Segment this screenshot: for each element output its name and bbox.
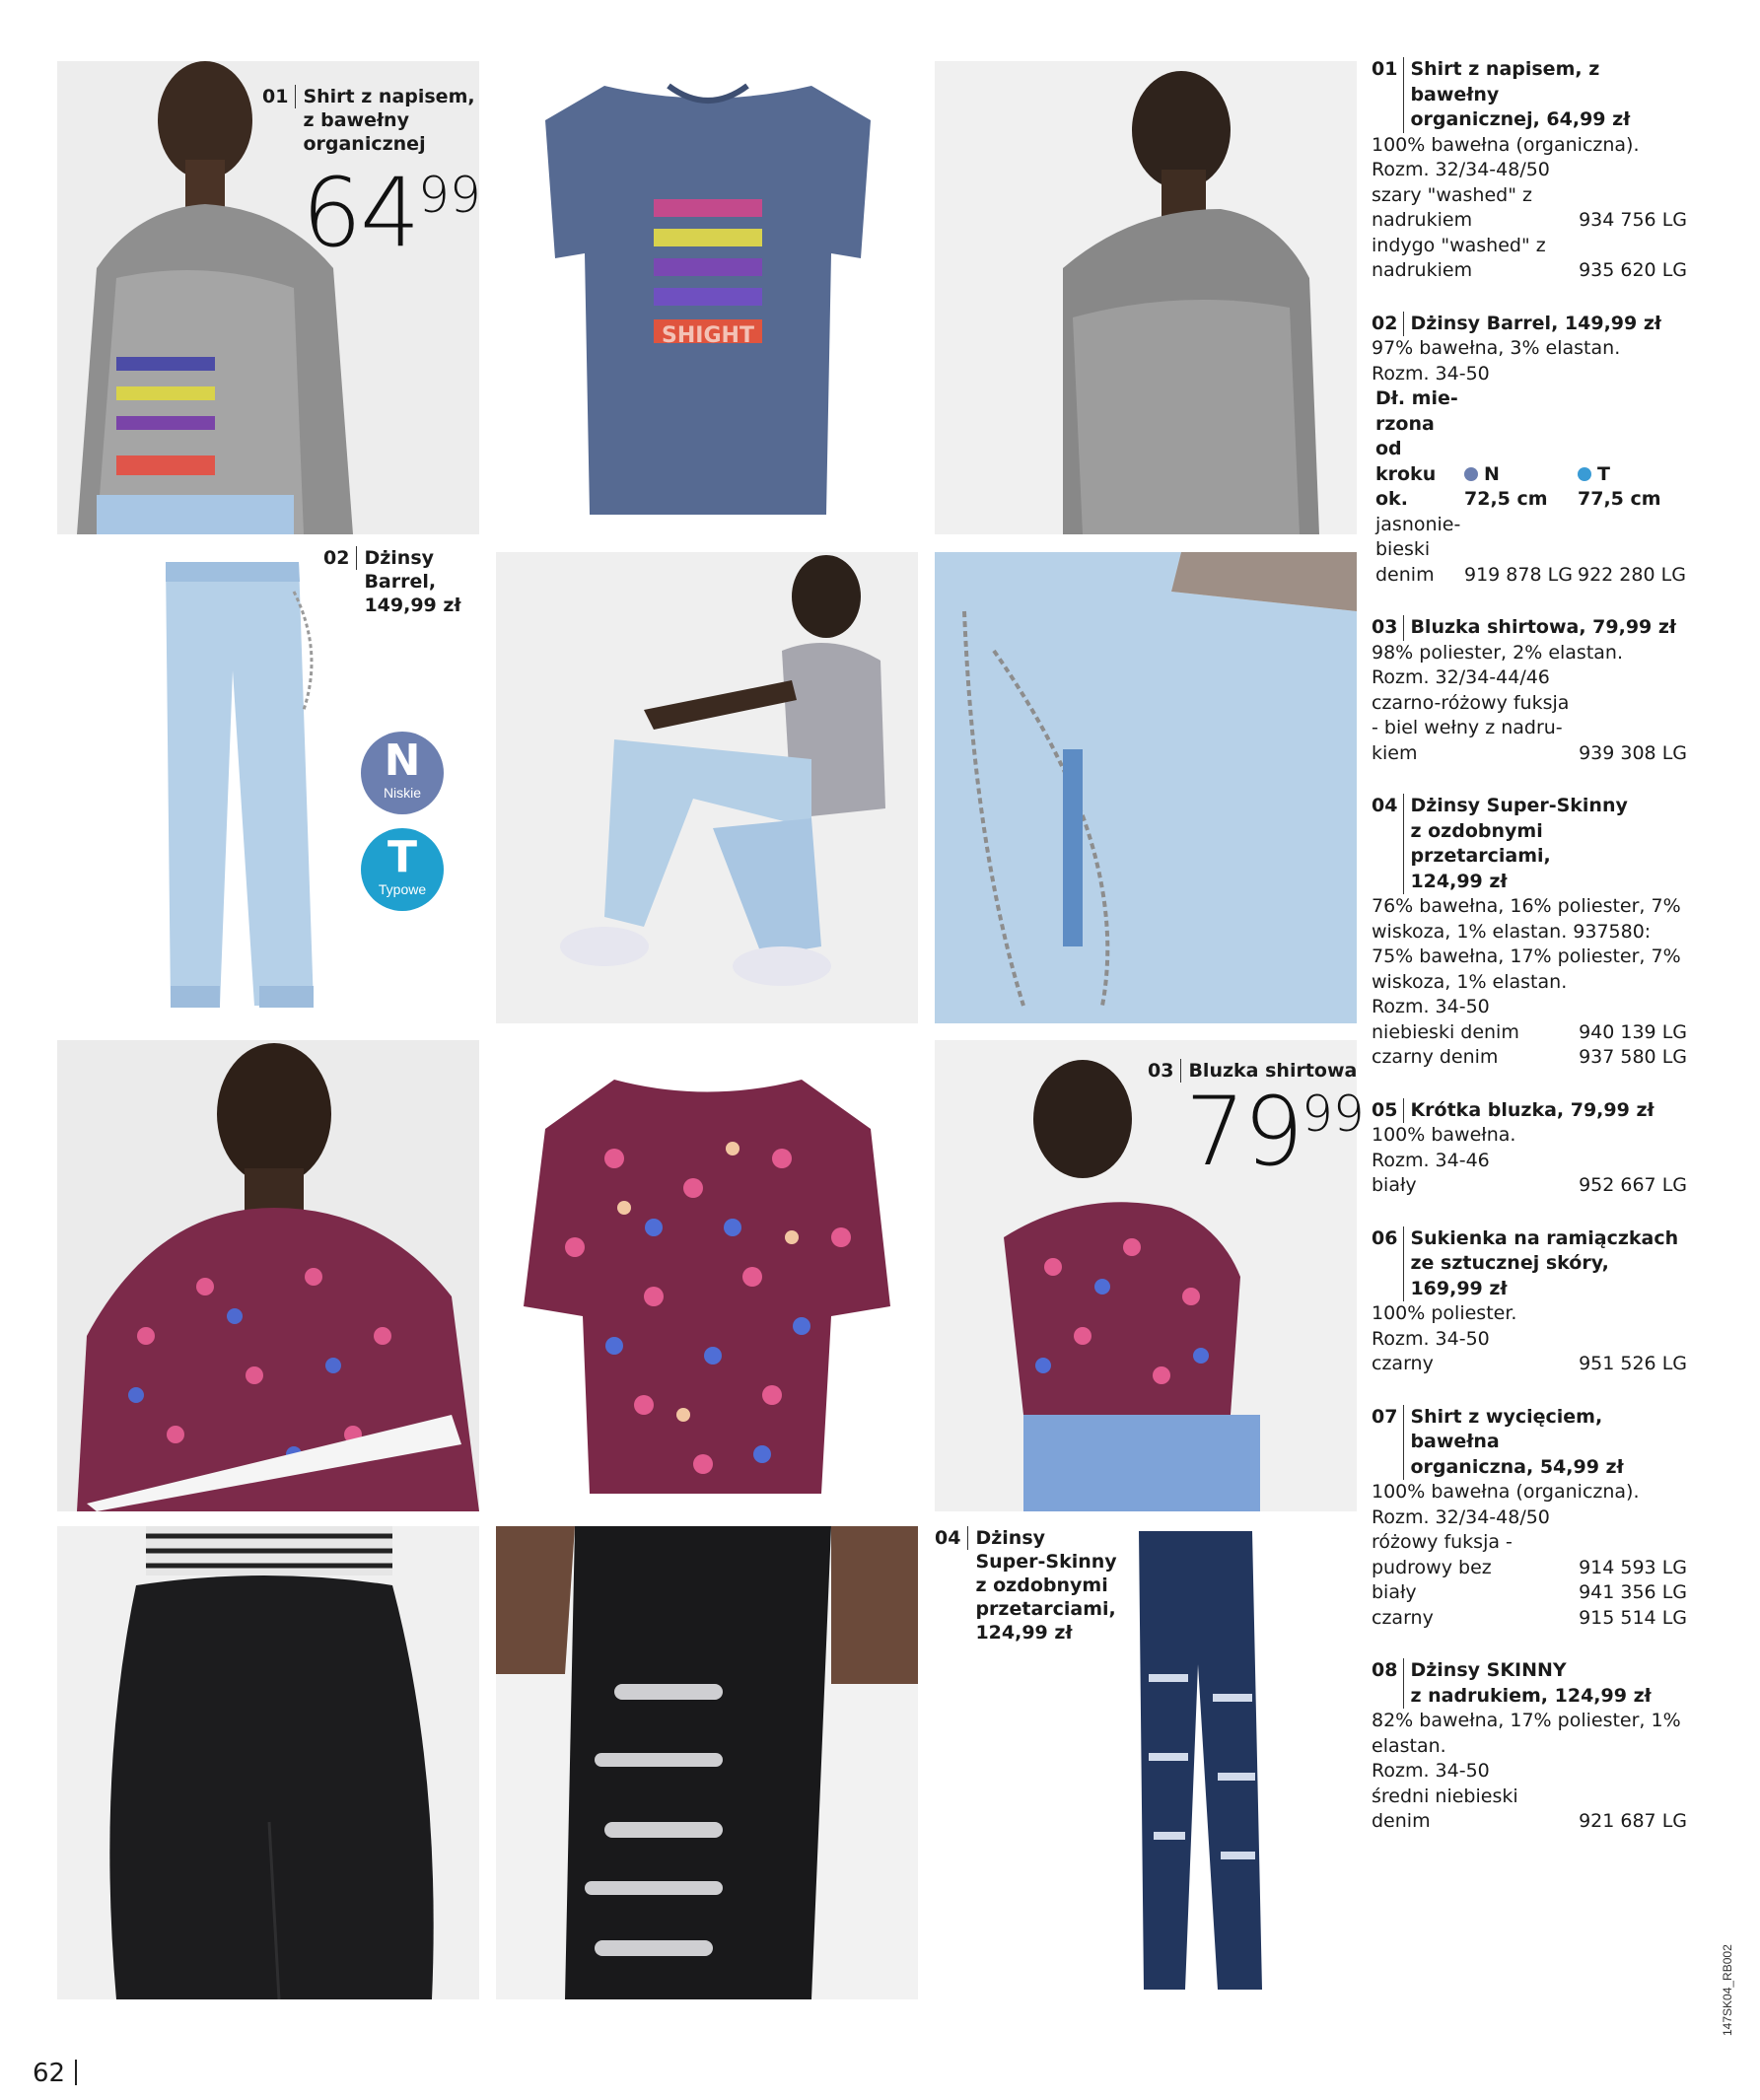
- inseam-color: jasnonie- bieski denim: [1375, 513, 1461, 586]
- variant-color: indygo "washed" z nadrukiem: [1372, 234, 1546, 281]
- variant-color: biały: [1372, 1174, 1417, 1196]
- label-04: [935, 1526, 1117, 1645]
- item-01-title: Shirt z napisem, z bawełny organicznej, 64,99 zł: [1410, 58, 1631, 130]
- item-07-material: 100% bawełna (organiczna).: [1372, 1481, 1640, 1503]
- inseam-n-label: N: [1484, 462, 1500, 485]
- item-02-number: 02: [1372, 312, 1404, 337]
- variant-color: czarno-różowy fuksja - biel wełny z nadru- kiem: [1372, 691, 1570, 764]
- photo-ripped-jeans-detail: [496, 1526, 918, 1999]
- product-descriptions: [1372, 57, 1687, 1862]
- badge-niskie: [361, 732, 444, 814]
- item-05-material: 100% bawełna.: [1372, 1124, 1516, 1146]
- item-04-material: 76% bawełna, 16% poliester, 7% wiskoza, 1% elastan. 937580: 75% bawełna, 17% poliester, 7% wiskoza, 1% elastan.: [1372, 895, 1681, 993]
- price-01-cents: 99: [418, 167, 481, 224]
- badge-typowe-label: Typowe: [378, 881, 427, 897]
- label-04-text: Dżinsy Super-Skinny z ozdobnymi przetarciami, 124,99 zł: [975, 1527, 1117, 1644]
- photo-model-floral-blouse: [57, 1040, 479, 1511]
- item-03-title: Bluzka shirtowa, 79,99 zł: [1410, 616, 1676, 638]
- item-03-heading: [1372, 615, 1687, 641]
- item-06-number: 06: [1372, 1226, 1404, 1302]
- item-07-variant: [1372, 1580, 1687, 1606]
- photo-black-jeans-detail: [57, 1526, 479, 1999]
- item-08-heading: [1372, 1658, 1687, 1709]
- item-01-material: 100% bawełna (organiczna).: [1372, 133, 1640, 156]
- item-08-variant: [1372, 1785, 1687, 1835]
- label-02-number: 02: [323, 546, 357, 570]
- item-06-title: Sukienka na ramiączkach ze sztucznej skóry, 169,99 zł: [1410, 1226, 1679, 1299]
- item-02-material: 97% bawełna, 3% elastan.: [1372, 337, 1621, 359]
- item-08-material: 82% bawełna, 17% poliester, 1% elastan.: [1372, 1710, 1681, 1757]
- item-05-heading: [1372, 1098, 1687, 1124]
- variant-code: 951 526 LG: [1579, 1353, 1687, 1374]
- dot-n-icon: [1464, 467, 1478, 481]
- item-04-title: Dżinsy Super-Skinny z ozdobnymi przetarciami, 124,99 zł: [1410, 795, 1628, 892]
- inseam-t-value: 77,5 cm: [1578, 488, 1661, 510]
- photo-model-back-grey-tshirt: [935, 61, 1357, 534]
- item-06-variant: [1372, 1352, 1687, 1377]
- variant-color: różowy fuksja - pudrowy bez: [1372, 1531, 1513, 1578]
- inseam-n-value: 72,5 cm: [1464, 488, 1548, 510]
- item-01-sizes: Rozm. 32/34-48/50: [1372, 159, 1550, 180]
- catalog-code: 147SK04_RB002: [1721, 1944, 1734, 2036]
- photo-skinny-jeans-product: [1104, 1526, 1282, 1999]
- variant-code: 914 593 LG: [1579, 1556, 1687, 1578]
- price-03: [1185, 1077, 1365, 1187]
- item-07-title: Shirt z wycięciem, bawełna organiczna, 54,99 zł: [1410, 1405, 1624, 1478]
- item-08: [1372, 1658, 1687, 1835]
- label-04-number: 04: [935, 1526, 968, 1550]
- variant-color: szary "washed" z nadrukiem: [1372, 183, 1532, 231]
- inseam-length-header: Dł. mie- rzona od kroku ok.: [1375, 387, 1458, 510]
- item-05-number: 05: [1372, 1098, 1404, 1124]
- variant-code: 915 514 LG: [1579, 1606, 1687, 1629]
- item-07-variant: [1372, 1606, 1687, 1632]
- price-01-main: 64: [302, 158, 419, 268]
- item-01-variant: [1372, 183, 1687, 234]
- item-07-number: 07: [1372, 1405, 1404, 1481]
- dot-t-icon: [1578, 467, 1591, 481]
- item-08-sizes: Rozm. 34-50: [1372, 1760, 1490, 1782]
- variant-color: niebieski denim: [1372, 1020, 1519, 1043]
- inseam-code-n: 919 878 LG: [1464, 563, 1573, 586]
- photo-model-sitting-jeans: [496, 552, 918, 1023]
- item-03-sizes: Rozm. 32/34-44/46: [1372, 666, 1550, 688]
- variant-code: 935 620 LG: [1579, 259, 1687, 281]
- variant-color: czarny: [1372, 1606, 1434, 1629]
- variant-code: 939 308 LG: [1579, 741, 1687, 764]
- item-08-title: Dżinsy SKINNY z nadrukiem, 124,99 zł: [1410, 1659, 1652, 1707]
- item-03: [1372, 615, 1687, 766]
- item-01-number: 01: [1372, 57, 1404, 133]
- item-01-heading: [1372, 57, 1687, 133]
- item-02-sizes: Rozm. 34-50: [1372, 362, 1490, 385]
- variant-code: 937 580 LG: [1579, 1046, 1687, 1068]
- variant-code: 941 356 LG: [1579, 1581, 1687, 1603]
- item-05-sizes: Rozm. 34-46: [1372, 1149, 1490, 1171]
- item-04-number: 04: [1372, 794, 1404, 894]
- variant-code: 952 667 LG: [1579, 1174, 1687, 1196]
- photo-tshirt-product: [496, 61, 918, 534]
- item-08-number: 08: [1372, 1658, 1404, 1709]
- photo-jeans-detail-chain: [935, 552, 1357, 1023]
- page-number: 62: [33, 2059, 77, 2088]
- item-02-heading: [1372, 312, 1687, 337]
- item-04-heading: [1372, 794, 1687, 894]
- item-05-title: Krótka bluzka, 79,99 zł: [1410, 1098, 1654, 1121]
- item-06-material: 100% poliester.: [1372, 1302, 1517, 1324]
- item-05-variant: [1372, 1173, 1687, 1199]
- badge-niskie-label: Niskie: [383, 785, 422, 801]
- photo-floral-blouse-product: [496, 1040, 918, 1511]
- item-04-sizes: Rozm. 34-50: [1372, 996, 1490, 1017]
- item-01-variant: [1372, 234, 1687, 284]
- price-03-cents: 99: [1302, 1085, 1365, 1143]
- variant-color: czarny: [1372, 1353, 1434, 1374]
- item-03-variant: [1372, 691, 1687, 767]
- item-01: [1372, 57, 1687, 284]
- item-07-heading: [1372, 1405, 1687, 1481]
- item-06-heading: [1372, 1226, 1687, 1302]
- variant-code: 921 687 LG: [1579, 1810, 1687, 1832]
- item-06-sizes: Rozm. 34-50: [1372, 1327, 1490, 1350]
- inseam-n: [1464, 462, 1578, 513]
- item-02: [1372, 312, 1687, 589]
- item-04-variant: [1372, 1020, 1687, 1046]
- item-04: [1372, 794, 1687, 1071]
- inseam-t-label: T: [1597, 462, 1610, 485]
- item-07-variant: [1372, 1530, 1687, 1580]
- item-03-number: 03: [1372, 615, 1404, 641]
- label-02: [323, 546, 461, 617]
- label-02-text: Dżinsy Barrel, 149,99 zł: [364, 547, 461, 616]
- variant-code: 940 139 LG: [1579, 1020, 1687, 1043]
- item-07: [1372, 1405, 1687, 1632]
- variant-code: 934 756 LG: [1579, 209, 1687, 231]
- tshirt-print-text: SHIGHT: [662, 323, 754, 348]
- label-01: [262, 85, 475, 156]
- item-05: [1372, 1098, 1687, 1199]
- price-03-main: 79: [1185, 1077, 1302, 1187]
- price-01: [302, 158, 481, 268]
- item-04-variant: [1372, 1045, 1687, 1071]
- label-03-text: Bluzka shirtowa: [1188, 1060, 1358, 1082]
- badge-typowe: [361, 828, 444, 911]
- inseam-code-t: 922 280 LG: [1578, 563, 1686, 586]
- badge-typowe-letter: T: [387, 832, 417, 882]
- item-03-material: 98% poliester, 2% elastan.: [1372, 641, 1623, 664]
- label-01-text: Shirt z napisem, z bawełny organicznej: [303, 86, 475, 155]
- item-02-title: Dżinsy Barrel, 149,99 zł: [1410, 312, 1661, 334]
- variant-color: średni niebieski denim: [1372, 1785, 1518, 1832]
- item-06: [1372, 1226, 1687, 1377]
- item-07-sizes: Rozm. 32/34-48/50: [1372, 1505, 1550, 1528]
- variant-color: czarny denim: [1372, 1046, 1499, 1068]
- label-01-number: 01: [262, 85, 296, 108]
- inseam-length-table: [1375, 386, 1687, 588]
- label-03-number: 03: [1148, 1059, 1181, 1083]
- variant-color: biały: [1372, 1581, 1417, 1603]
- badge-niskie-letter: N: [384, 735, 421, 786]
- inseam-t: [1578, 462, 1691, 513]
